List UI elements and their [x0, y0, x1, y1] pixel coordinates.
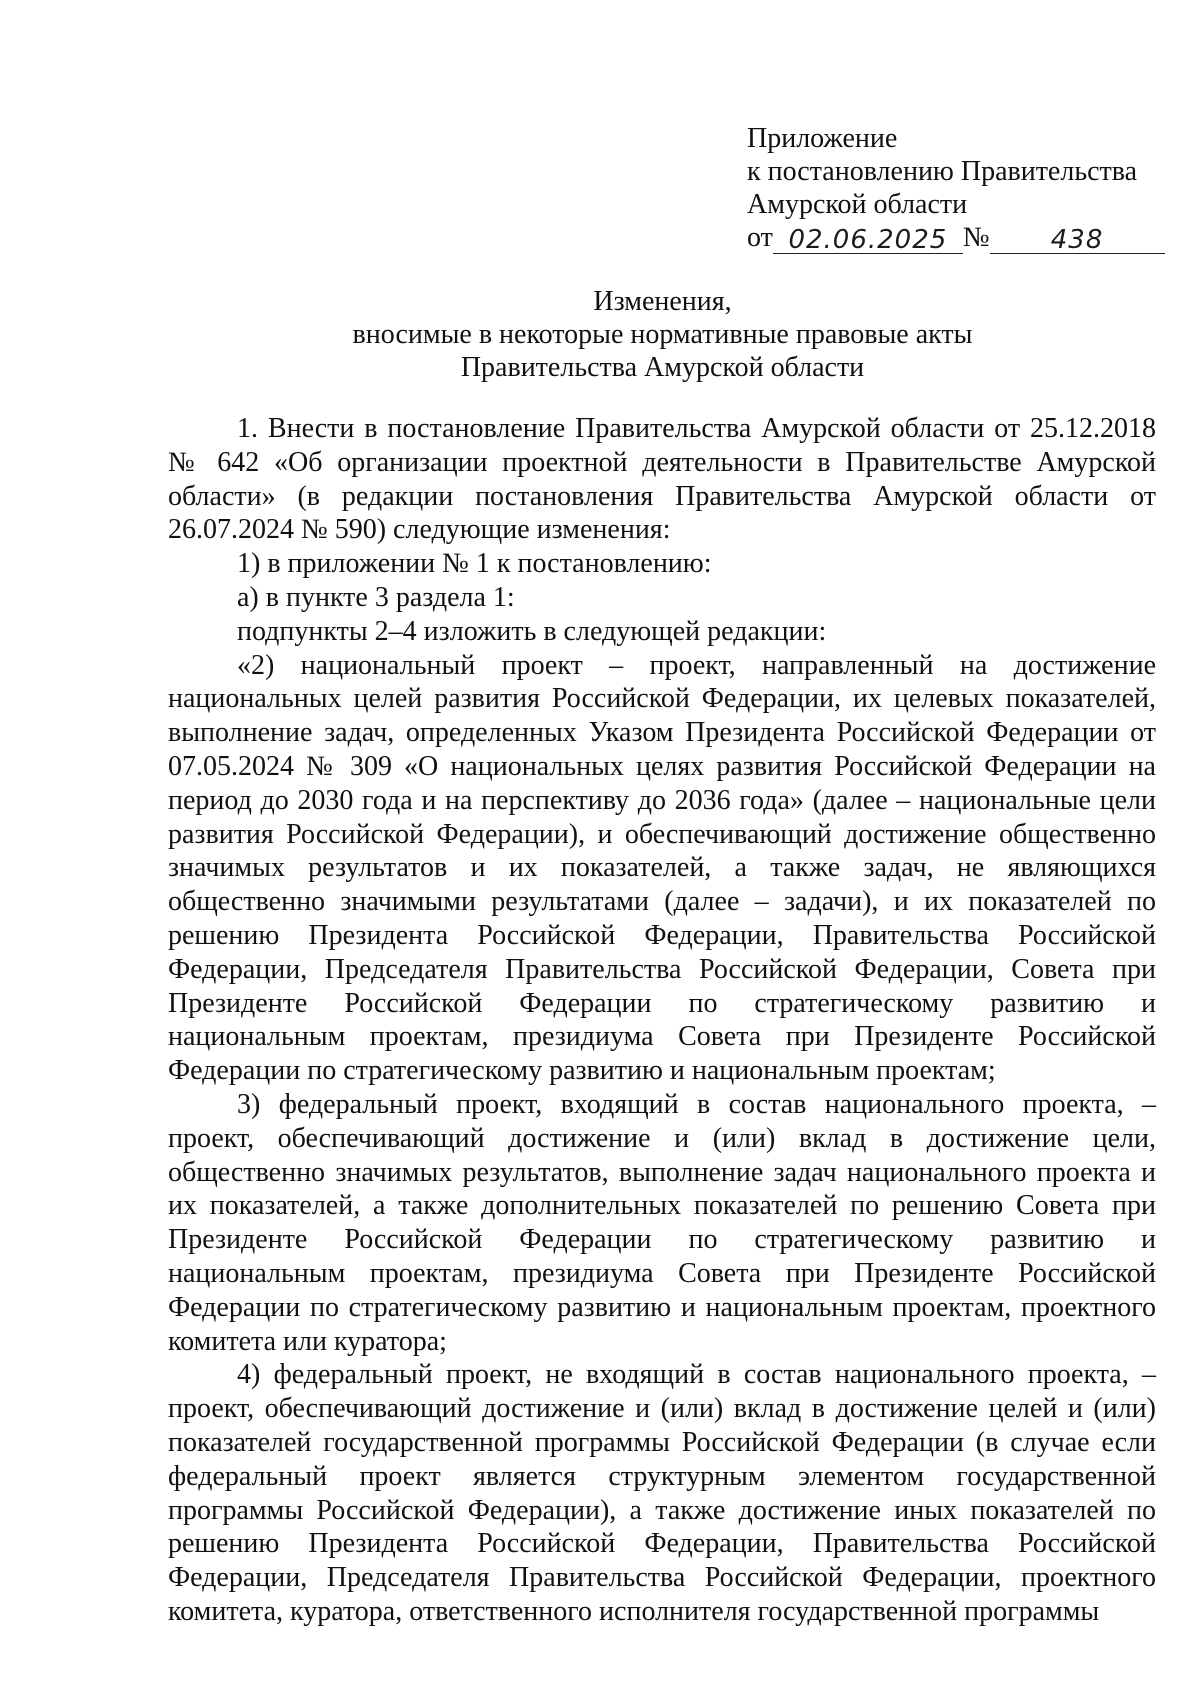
paragraph: «2) национальный проект – проект, направленный на достижение национальных целей развития Российской Федерации, их целевых показателей, выполнение задач, определенных Указом Президента Российской Федерации от 07.05.2024 № 309 «О национальных целях развития Российской Федерации на период до 2030 года и на перспективу до 2036 года» (далее – национальные цели развития Российской Федерации), и обеспечивающий достижение общественно значимых результатов и их показателей, а также задач, не являющихся общественно значимыми результатами (далее – задачи), и их показателей по решению Президента Российской Федерации, Правительства Российской Федерации, Председателя Правительства Российской Федерации, Совета при Президенте Российской Федерации по стратегическому развитию и национальным проектам, президиума Совета при Президенте Российской Федерации по стратегическому развитию и национальным проектам; [168, 649, 1156, 1087]
appendix-line-3: Амурской области [747, 189, 968, 220]
title-line-1: Изменения, [593, 286, 732, 317]
title-line-2: вносимые в некоторые нормативные правовые акты [352, 319, 973, 350]
appendix-line-2: к постановлению Правительства [747, 156, 1138, 187]
document-title [170, 285, 1155, 384]
appendix-line-1: Приложение [747, 123, 898, 154]
paragraph: 3) федеральный проект, входящий в состав национального проекта, – проект, обеспечивающий достижение и (или) вклад в достижение цели, общественно значимых результатов, выполнение задач национального проекта и их показателей, а также дополнительных показателей по решению Совета при Президенте Российской Федерации по стратегическому развитию и национальным проектам, президиума Совета при Президенте Российской Федерации по стратегическому развитию и национальным проектам, проектного комитета или куратора; [168, 1088, 1156, 1357]
title-line-3: Правительства Амурской области [460, 352, 865, 383]
paragraph: 1) в приложении № 1 к постановлению: [237, 548, 712, 580]
handwritten-number: 438 [1050, 225, 1104, 255]
paragraph: а) в пункте 3 раздела 1: [237, 581, 515, 613]
from-label: от [747, 222, 773, 253]
paragraph: подпункты 2–4 изложить в следующей редакции: [237, 615, 827, 647]
appendix-date-number-line [747, 221, 1167, 254]
number-field [990, 225, 1165, 254]
paragraph: 1. Внести в постановление Правительства Амурской области от 25.12.2018 № 642 «Об организации проектной деятельности в Правительстве Амурской области» (в редакции постановления Правительства Амурской области от 26.07.2024 № 590) следующие изменения: [168, 413, 1156, 546]
date-field [773, 225, 963, 254]
appendix-header [747, 122, 1167, 254]
paragraph: 4) федеральный проект, не входящий в состав национального проекта, – проект, обеспечивающий достижение и (или) вклад в достижение целей и (или) показателей государственной программы Российской Федерации (в случае если федеральный проект является структурным элементом государственной программы Российской Федерации), а также достижение иных показателей по решению Президента Российской Федерации, Правительства Российской Федерации, Председателя Правительства Российской Федерации, проектного комитета, куратора, ответственного исполнителя государственной программы [168, 1359, 1156, 1627]
number-label: № [962, 222, 990, 253]
handwritten-date: 02.06.2025 [788, 225, 948, 255]
document-body [168, 412, 1156, 1629]
